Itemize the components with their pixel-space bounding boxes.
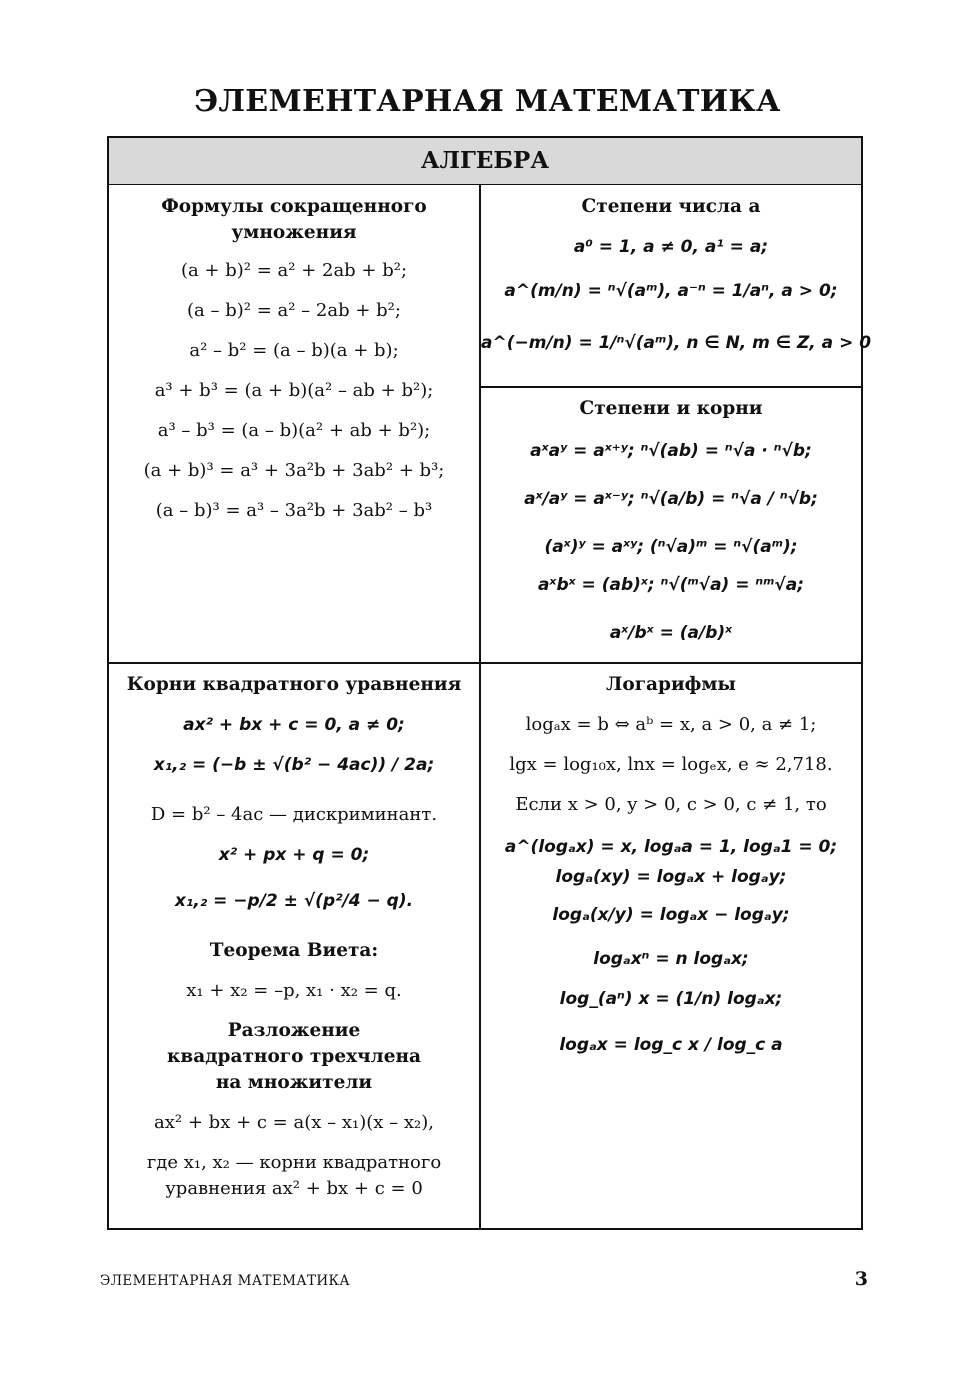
quadratic-cell [109,672,479,1202]
logs-formula: logₐx = b ⇔ aᵇ = x, a > 0, a ≠ 1; [525,714,817,735]
factor-heading: на множители [215,1072,373,1093]
abbrev-formula: (a + b)² = a² + 2ab + b²; [180,260,408,281]
abbrev-formula: (a – b)³ = a³ – 3a²b + 3ab² – b³ [155,500,433,521]
vieta-formula: x₁ + x₂ = –p, x₁ · x₂ = q. [186,980,402,1001]
quadratic-formula: ax² + bx + c = 0, a ≠ 0; [183,715,405,735]
abbrev-formula: a³ + b³ = (a + b)(a² – ab + b²); [154,380,434,401]
roots-cell [481,396,861,646]
footer-title: ЭЛЕМЕНТАРНАЯ МАТЕМАТИКА [100,1273,351,1289]
formula-table [107,136,872,1230]
logs-formula: logₐ(xy) = logₐx + logₐy; [555,867,787,887]
factor-note: где x₁, x₂ — корни квадратного [146,1152,442,1173]
powers-formula: a^(−m/n) = 1/ⁿ√(aᵐ), n ∈ N, m ∈ Z, a > 0 [481,333,872,353]
roots-formula: (aˣ)ʸ = aˣʸ; (ⁿ√a)ᵐ = ⁿ√(aᵐ); [544,537,798,557]
abbrev-formula: a² – b² = (a – b)(a + b); [189,340,399,361]
logs-formula: lgx = log₁₀x, lnx = logₑx, e ≈ 2,718. [509,754,833,775]
row-divider [109,662,861,664]
logs-heading: Логарифмы [606,674,736,695]
powers-formula: a⁰ = 1, a ≠ 0, a¹ = a; [573,237,769,257]
logs-formula: logₐxⁿ = n logₐx; [593,949,749,969]
abbrev-formula: (a + b)³ = a³ + 3a²b + 3ab² + b³; [143,460,445,481]
roots-formula: aˣbˣ = (ab)ˣ; ⁿ√(ᵐ√a) = ⁿᵐ√a; [537,575,805,595]
powers-formula: a^(m/n) = ⁿ√(aᵐ), a⁻ⁿ = 1/aⁿ, a > 0; [504,281,838,301]
factor-heading: квадратного трехчлена [167,1046,421,1067]
roots-formula: aˣaʸ = aˣ⁺ʸ; ⁿ√(ab) = ⁿ√a · ⁿ√b; [530,441,812,461]
logs-cell [481,672,861,1058]
factor-formula: ax² + bx + c = a(x – x₁)(x – x₂), [154,1112,434,1133]
roots-formula: aˣ/aʸ = aˣ⁻ʸ; ⁿ√(a/b) = ⁿ√a / ⁿ√b; [524,489,818,509]
quadratic-formula: x₁,₂ = (−b ± √(b² − 4ac)) / 2a; [153,755,435,775]
factor-note: уравнения ax² + bx + c = 0 [165,1178,423,1199]
logs-formula: a^(logₐx) = x, logₐa = 1, logₐ1 = 0; [504,837,838,857]
logs-formula: Если x > 0, y > 0, c > 0, c ≠ 1, то [515,794,827,815]
quadratic-heading: Корни квадратного уравнения [126,674,462,695]
logs-formula: log_(aⁿ) x = (1/n) logₐx; [559,989,783,1009]
roots-formula: aˣ/bˣ = (a/b)ˣ [609,623,733,643]
page-title: ЭЛЕМЕНТАРНАЯ МАТЕМАТИКА [194,84,781,119]
abbrev-formula: a³ – b³ = (a – b)(a² + ab + b²); [157,420,431,441]
logs-formula: logₐ(x/y) = logₐx − logₐy; [552,905,790,925]
abbrev-cell [109,194,479,524]
factor-heading: Разложение [227,1020,361,1041]
roots-heading: Степени и корни [579,398,763,419]
vieta-heading: Теорема Виета: [209,940,379,961]
abbrev-formula: (a – b)² = a² – 2ab + b²; [187,300,401,321]
quadratic-formula: x² + px + q = 0; [218,845,370,865]
row-divider-right [480,386,861,388]
abbrev-heading: Формулы сокращенного умножения [161,196,427,243]
quadratic-formula: D = b² – 4ac — дискриминант. [150,804,438,825]
section-header: АЛГЕБРА [109,138,861,185]
quadratic-formula: x₁,₂ = −p/2 ± √(p²/4 − q). [174,891,414,911]
powers-cell [481,194,872,356]
logs-formula: logₐx = log_c x / log_c a [559,1035,783,1055]
page-number: 3 [854,1268,868,1290]
powers-heading: Степени числа a [581,196,761,217]
